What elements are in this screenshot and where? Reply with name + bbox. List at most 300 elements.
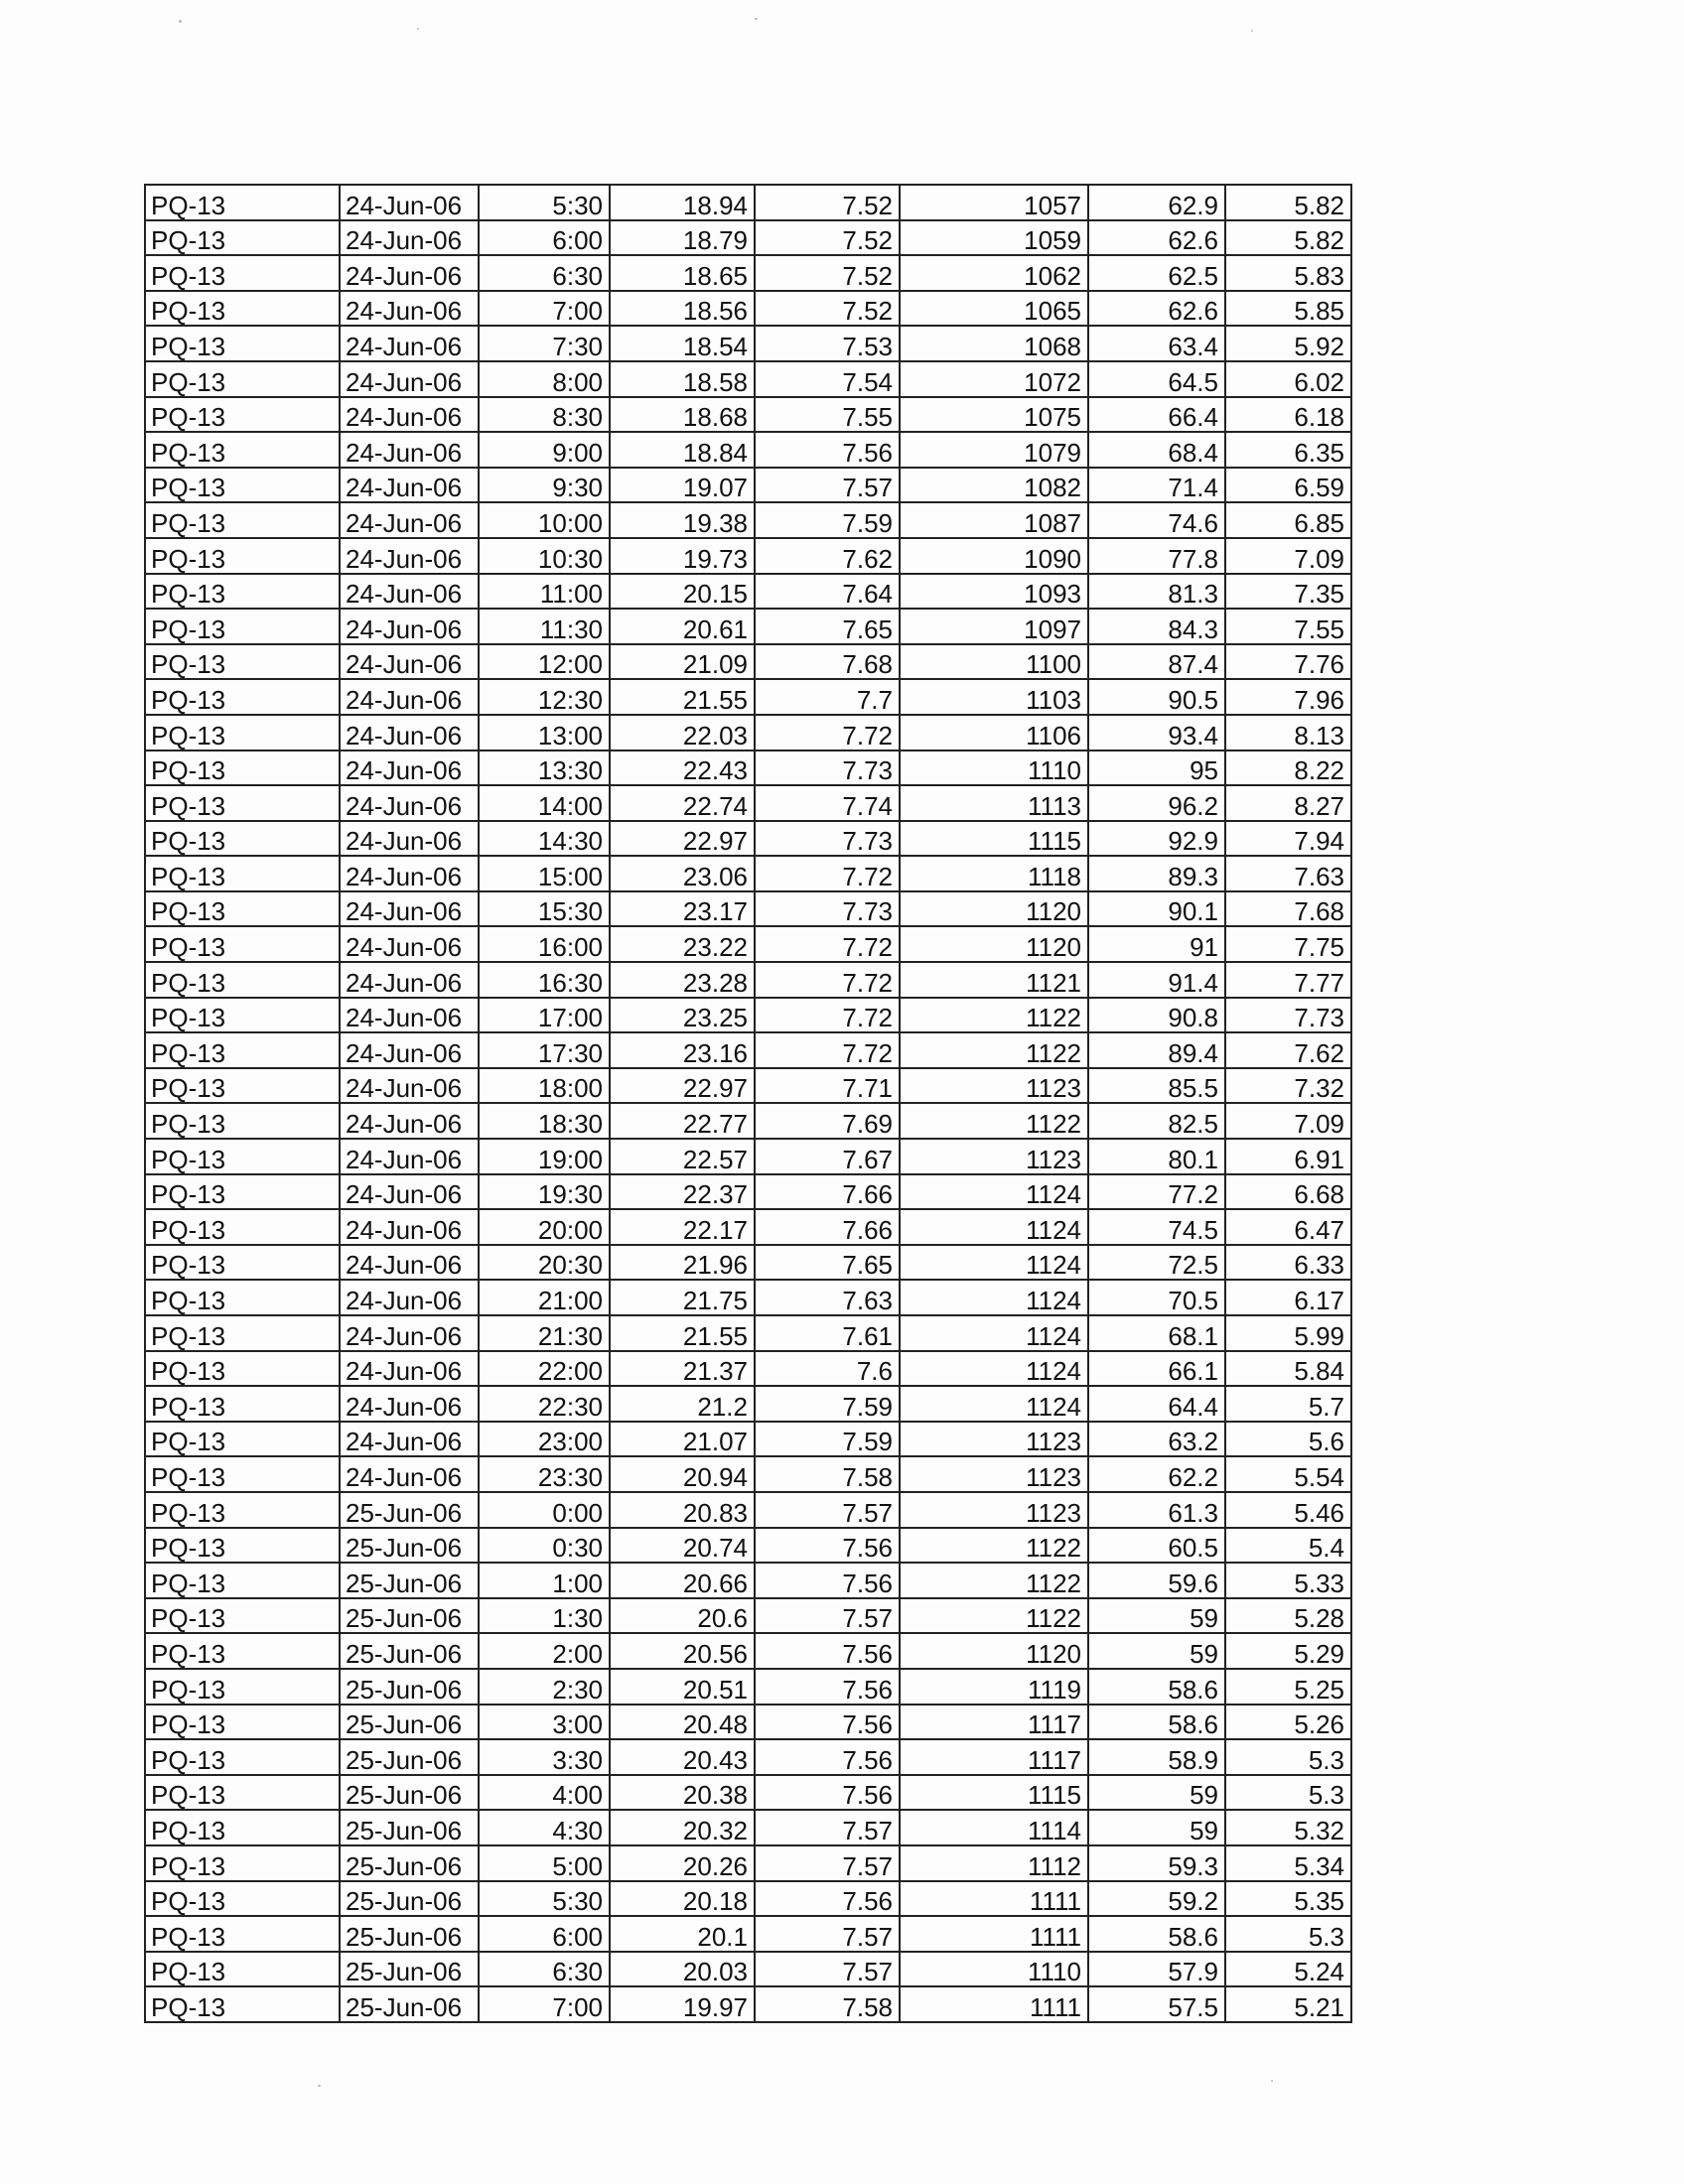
site-cell: PQ-13 — [145, 998, 340, 1033]
time-cell: 15:30 — [479, 891, 610, 927]
table-row — [145, 962, 1351, 998]
time-cell: 17:30 — [479, 1032, 610, 1068]
time-cell: 15:00 — [479, 856, 610, 891]
do-concentration-cell: 7.75 — [1225, 926, 1351, 962]
do-concentration-cell: 5.4 — [1225, 1528, 1351, 1564]
date-cell: 24-Jun-06 — [340, 220, 479, 256]
temperature-cell: 20.74 — [610, 1528, 755, 1564]
date-cell: 24-Jun-06 — [340, 962, 479, 998]
table-row — [145, 1598, 1351, 1634]
temperature-cell: 21.96 — [610, 1245, 755, 1281]
do-concentration-cell: 7.96 — [1225, 679, 1351, 715]
site-cell: PQ-13 — [145, 1986, 340, 2022]
date-cell: 24-Jun-06 — [340, 856, 479, 891]
conductivity-cell: 1114 — [900, 1810, 1088, 1845]
ph-cell: 7.72 — [755, 856, 900, 891]
temperature-cell: 20.56 — [610, 1633, 755, 1669]
temperature-cell: 23.16 — [610, 1032, 755, 1068]
do-concentration-cell: 6.68 — [1225, 1174, 1351, 1210]
site-cell: PQ-13 — [145, 326, 340, 361]
conductivity-cell: 1093 — [900, 574, 1088, 610]
site-cell: PQ-13 — [145, 821, 340, 857]
time-cell: 11:30 — [479, 609, 610, 644]
site-cell: PQ-13 — [145, 220, 340, 256]
do-concentration-cell: 7.55 — [1225, 609, 1351, 644]
do-concentration-cell: 5.3 — [1225, 1739, 1351, 1775]
date-cell: 24-Jun-06 — [340, 1315, 479, 1351]
temperature-cell: 21.07 — [610, 1422, 755, 1457]
date-cell: 24-Jun-06 — [340, 1103, 479, 1139]
time-cell: 16:00 — [479, 926, 610, 962]
date-cell: 25-Jun-06 — [340, 1669, 479, 1705]
do-concentration-cell: 5.99 — [1225, 1315, 1351, 1351]
conductivity-cell: 1100 — [900, 644, 1088, 680]
ph-cell: 7.66 — [755, 1174, 900, 1210]
do-saturation-cell: 58.9 — [1088, 1739, 1225, 1775]
conductivity-cell: 1117 — [900, 1705, 1088, 1740]
ph-cell: 7.58 — [755, 1986, 900, 2022]
table-row — [145, 998, 1351, 1033]
table-row — [145, 1174, 1351, 1210]
site-cell: PQ-13 — [145, 926, 340, 962]
site-cell: PQ-13 — [145, 679, 340, 715]
time-cell: 0:30 — [479, 1528, 610, 1564]
temperature-cell: 19.73 — [610, 538, 755, 574]
do-saturation-cell: 62.5 — [1088, 255, 1225, 291]
temperature-cell: 21.55 — [610, 679, 755, 715]
site-cell: PQ-13 — [145, 715, 340, 751]
temperature-cell: 20.94 — [610, 1456, 755, 1492]
ph-cell: 7.72 — [755, 926, 900, 962]
ph-cell: 7.69 — [755, 1103, 900, 1139]
date-cell: 24-Jun-06 — [340, 185, 479, 220]
conductivity-cell: 1111 — [900, 1986, 1088, 2022]
do-saturation-cell: 81.3 — [1088, 574, 1225, 610]
date-cell: 24-Jun-06 — [340, 397, 479, 433]
ph-cell: 7.56 — [755, 432, 900, 468]
table-row — [145, 361, 1351, 397]
conductivity-cell: 1122 — [900, 1598, 1088, 1634]
do-saturation-cell: 60.5 — [1088, 1528, 1225, 1564]
do-saturation-cell: 72.5 — [1088, 1245, 1225, 1281]
do-saturation-cell: 95 — [1088, 751, 1225, 786]
temperature-cell: 22.97 — [610, 1068, 755, 1104]
site-cell: PQ-13 — [145, 1422, 340, 1457]
date-cell: 24-Jun-06 — [340, 1456, 479, 1492]
date-cell: 24-Jun-06 — [340, 821, 479, 857]
ph-cell: 7.73 — [755, 751, 900, 786]
table-row — [145, 1845, 1351, 1881]
table-row — [145, 502, 1351, 538]
conductivity-cell: 1117 — [900, 1739, 1088, 1775]
scan-speck — [755, 18, 758, 20]
do-concentration-cell: 5.32 — [1225, 1810, 1351, 1845]
ph-cell: 7.57 — [755, 1845, 900, 1881]
temperature-cell: 18.58 — [610, 361, 755, 397]
temperature-cell: 20.03 — [610, 1952, 755, 1987]
table-row — [145, 291, 1351, 327]
table-row — [145, 891, 1351, 927]
date-cell: 25-Jun-06 — [340, 1705, 479, 1740]
do-saturation-cell: 77.8 — [1088, 538, 1225, 574]
temperature-cell: 21.75 — [610, 1280, 755, 1315]
ph-cell: 7.53 — [755, 326, 900, 361]
site-cell: PQ-13 — [145, 255, 340, 291]
site-cell: PQ-13 — [145, 1952, 340, 1987]
do-concentration-cell: 8.27 — [1225, 785, 1351, 821]
table-row — [145, 1068, 1351, 1104]
site-cell: PQ-13 — [145, 1032, 340, 1068]
table-row — [145, 1952, 1351, 1987]
temperature-cell: 22.03 — [610, 715, 755, 751]
table-row — [145, 751, 1351, 786]
temperature-cell: 20.18 — [610, 1881, 755, 1917]
temperature-cell: 18.94 — [610, 185, 755, 220]
do-saturation-cell: 59 — [1088, 1775, 1225, 1811]
do-saturation-cell: 59 — [1088, 1810, 1225, 1845]
site-cell: PQ-13 — [145, 1739, 340, 1775]
do-saturation-cell: 58.6 — [1088, 1916, 1225, 1952]
do-saturation-cell: 90.5 — [1088, 679, 1225, 715]
temperature-cell: 22.97 — [610, 821, 755, 857]
site-cell: PQ-13 — [145, 1174, 340, 1210]
conductivity-cell: 1112 — [900, 1845, 1088, 1881]
time-cell: 11:00 — [479, 574, 610, 610]
temperature-cell: 20.1 — [610, 1916, 755, 1952]
do-saturation-cell: 64.5 — [1088, 361, 1225, 397]
temperature-cell: 22.77 — [610, 1103, 755, 1139]
table-row — [145, 1916, 1351, 1952]
ph-cell: 7.56 — [755, 1669, 900, 1705]
temperature-cell: 19.38 — [610, 502, 755, 538]
date-cell: 24-Jun-06 — [340, 1209, 479, 1245]
table-row — [145, 1810, 1351, 1845]
time-cell: 12:30 — [479, 679, 610, 715]
temperature-cell: 21.37 — [610, 1351, 755, 1387]
do-concentration-cell: 5.29 — [1225, 1633, 1351, 1669]
time-cell: 18:30 — [479, 1103, 610, 1139]
do-concentration-cell: 6.59 — [1225, 468, 1351, 503]
do-saturation-cell: 59.3 — [1088, 1845, 1225, 1881]
date-cell: 24-Jun-06 — [340, 468, 479, 503]
do-saturation-cell: 57.5 — [1088, 1986, 1225, 2022]
date-cell: 24-Jun-06 — [340, 1245, 479, 1281]
temperature-cell: 23.06 — [610, 856, 755, 891]
do-concentration-cell: 7.68 — [1225, 891, 1351, 927]
do-saturation-cell: 63.4 — [1088, 326, 1225, 361]
date-cell: 25-Jun-06 — [340, 1986, 479, 2022]
time-cell: 7:00 — [479, 1986, 610, 2022]
do-saturation-cell: 84.3 — [1088, 609, 1225, 644]
conductivity-cell: 1124 — [900, 1245, 1088, 1281]
conductivity-cell: 1075 — [900, 397, 1088, 433]
temperature-cell: 18.79 — [610, 220, 755, 256]
site-cell: PQ-13 — [145, 1669, 340, 1705]
table-row — [145, 255, 1351, 291]
conductivity-cell: 1087 — [900, 502, 1088, 538]
site-cell: PQ-13 — [145, 1563, 340, 1598]
date-cell: 24-Jun-06 — [340, 1068, 479, 1104]
do-saturation-cell: 66.1 — [1088, 1351, 1225, 1387]
time-cell: 19:00 — [479, 1139, 610, 1174]
time-cell: 16:30 — [479, 962, 610, 998]
time-cell: 4:30 — [479, 1810, 610, 1845]
site-cell: PQ-13 — [145, 962, 340, 998]
ph-cell: 7.59 — [755, 502, 900, 538]
conductivity-cell: 1111 — [900, 1881, 1088, 1917]
do-concentration-cell: 5.46 — [1225, 1492, 1351, 1528]
do-concentration-cell: 7.94 — [1225, 821, 1351, 857]
date-cell: 25-Jun-06 — [340, 1775, 479, 1811]
do-concentration-cell: 7.73 — [1225, 998, 1351, 1033]
date-cell: 24-Jun-06 — [340, 1422, 479, 1457]
time-cell: 7:00 — [479, 291, 610, 327]
temperature-cell: 23.28 — [610, 962, 755, 998]
temperature-cell: 23.17 — [610, 891, 755, 927]
do-concentration-cell: 5.82 — [1225, 185, 1351, 220]
temperature-cell: 19.97 — [610, 1986, 755, 2022]
conductivity-cell: 1097 — [900, 609, 1088, 644]
time-cell: 23:00 — [479, 1422, 610, 1457]
do-saturation-cell: 82.5 — [1088, 1103, 1225, 1139]
do-concentration-cell: 7.32 — [1225, 1068, 1351, 1104]
temperature-cell: 18.84 — [610, 432, 755, 468]
table-row — [145, 679, 1351, 715]
ph-cell: 7.73 — [755, 891, 900, 927]
ph-cell: 7.56 — [755, 1739, 900, 1775]
site-cell: PQ-13 — [145, 1916, 340, 1952]
table-row — [145, 821, 1351, 857]
date-cell: 24-Jun-06 — [340, 751, 479, 786]
date-cell: 24-Jun-06 — [340, 1280, 479, 1315]
temperature-cell: 20.48 — [610, 1705, 755, 1740]
do-saturation-cell: 92.9 — [1088, 821, 1225, 857]
time-cell: 9:30 — [479, 468, 610, 503]
time-cell: 18:00 — [479, 1068, 610, 1104]
ph-cell: 7.58 — [755, 1456, 900, 1492]
do-saturation-cell: 59.6 — [1088, 1563, 1225, 1598]
conductivity-cell: 1057 — [900, 185, 1088, 220]
ph-cell: 7.72 — [755, 715, 900, 751]
temperature-cell: 20.83 — [610, 1492, 755, 1528]
date-cell: 24-Jun-06 — [340, 432, 479, 468]
ph-cell: 7.72 — [755, 998, 900, 1033]
time-cell: 4:00 — [479, 1775, 610, 1811]
conductivity-cell: 1122 — [900, 1528, 1088, 1564]
ph-cell: 7.61 — [755, 1315, 900, 1351]
conductivity-cell: 1122 — [900, 1563, 1088, 1598]
table-row — [145, 1315, 1351, 1351]
ph-cell: 7.67 — [755, 1139, 900, 1174]
do-concentration-cell: 7.09 — [1225, 1103, 1351, 1139]
time-cell: 7:30 — [479, 326, 610, 361]
conductivity-cell: 1122 — [900, 1103, 1088, 1139]
ph-cell: 7.56 — [755, 1775, 900, 1811]
do-saturation-cell: 58.6 — [1088, 1669, 1225, 1705]
table-row — [145, 1775, 1351, 1811]
ph-cell: 7.6 — [755, 1351, 900, 1387]
ph-cell: 7.65 — [755, 609, 900, 644]
ph-cell: 7.56 — [755, 1881, 900, 1917]
conductivity-cell: 1068 — [900, 326, 1088, 361]
site-cell: PQ-13 — [145, 1598, 340, 1634]
conductivity-cell: 1115 — [900, 821, 1088, 857]
do-saturation-cell: 62.2 — [1088, 1456, 1225, 1492]
do-concentration-cell: 5.25 — [1225, 1669, 1351, 1705]
site-cell: PQ-13 — [145, 468, 340, 503]
site-cell: PQ-13 — [145, 1351, 340, 1387]
date-cell: 24-Jun-06 — [340, 1351, 479, 1387]
conductivity-cell: 1123 — [900, 1456, 1088, 1492]
date-cell: 24-Jun-06 — [340, 926, 479, 962]
conductivity-cell: 1124 — [900, 1351, 1088, 1387]
conductivity-cell: 1110 — [900, 1952, 1088, 1987]
table-row — [145, 1669, 1351, 1705]
table-row — [145, 1386, 1351, 1422]
date-cell: 25-Jun-06 — [340, 1845, 479, 1881]
do-concentration-cell: 7.62 — [1225, 1032, 1351, 1068]
time-cell: 6:00 — [479, 220, 610, 256]
time-cell: 5:30 — [479, 185, 610, 220]
do-saturation-cell: 91 — [1088, 926, 1225, 962]
do-concentration-cell: 5.6 — [1225, 1422, 1351, 1457]
site-cell: PQ-13 — [145, 1633, 340, 1669]
table-row — [145, 574, 1351, 610]
conductivity-cell: 1123 — [900, 1068, 1088, 1104]
conductivity-cell: 1122 — [900, 1032, 1088, 1068]
scan-speck — [417, 28, 419, 30]
do-saturation-cell: 68.4 — [1088, 432, 1225, 468]
do-concentration-cell: 7.77 — [1225, 962, 1351, 998]
site-cell: PQ-13 — [145, 502, 340, 538]
time-cell: 20:00 — [479, 1209, 610, 1245]
do-concentration-cell: 5.54 — [1225, 1456, 1351, 1492]
conductivity-cell: 1124 — [900, 1174, 1088, 1210]
temperature-cell: 22.57 — [610, 1139, 755, 1174]
ph-cell: 7.56 — [755, 1528, 900, 1564]
do-saturation-cell: 62.9 — [1088, 185, 1225, 220]
do-saturation-cell: 96.2 — [1088, 785, 1225, 821]
do-concentration-cell: 6.85 — [1225, 502, 1351, 538]
conductivity-cell: 1123 — [900, 1492, 1088, 1528]
conductivity-cell: 1072 — [900, 361, 1088, 397]
do-concentration-cell: 6.33 — [1225, 1245, 1351, 1281]
site-cell: PQ-13 — [145, 751, 340, 786]
do-concentration-cell: 5.35 — [1225, 1881, 1351, 1917]
table-row — [145, 538, 1351, 574]
time-cell: 13:30 — [479, 751, 610, 786]
site-cell: PQ-13 — [145, 856, 340, 891]
do-concentration-cell: 8.22 — [1225, 751, 1351, 786]
do-saturation-cell: 59 — [1088, 1633, 1225, 1669]
table-row — [145, 1245, 1351, 1281]
table-row — [145, 185, 1351, 220]
date-cell: 24-Jun-06 — [340, 785, 479, 821]
temperature-cell: 23.25 — [610, 998, 755, 1033]
date-cell: 24-Jun-06 — [340, 715, 479, 751]
time-cell: 5:30 — [479, 1881, 610, 1917]
time-cell: 14:30 — [479, 821, 610, 857]
time-cell: 14:00 — [479, 785, 610, 821]
ph-cell: 7.68 — [755, 644, 900, 680]
site-cell: PQ-13 — [145, 1280, 340, 1315]
site-cell: PQ-13 — [145, 432, 340, 468]
time-cell: 8:00 — [479, 361, 610, 397]
do-concentration-cell: 5.34 — [1225, 1845, 1351, 1881]
ph-cell: 7.71 — [755, 1068, 900, 1104]
site-cell: PQ-13 — [145, 538, 340, 574]
scan-speck — [1271, 2080, 1273, 2082]
table-row — [145, 1422, 1351, 1457]
date-cell: 24-Jun-06 — [340, 326, 479, 361]
conductivity-cell: 1103 — [900, 679, 1088, 715]
ph-cell: 7.57 — [755, 1598, 900, 1634]
temperature-cell: 20.61 — [610, 609, 755, 644]
site-cell: PQ-13 — [145, 185, 340, 220]
temperature-cell: 20.15 — [610, 574, 755, 610]
table-row — [145, 1456, 1351, 1492]
do-concentration-cell: 5.85 — [1225, 291, 1351, 327]
do-saturation-cell: 85.5 — [1088, 1068, 1225, 1104]
ph-cell: 7.64 — [755, 574, 900, 610]
conductivity-cell: 1123 — [900, 1139, 1088, 1174]
data-table — [144, 184, 1352, 2023]
ph-cell: 7.74 — [755, 785, 900, 821]
table-row — [145, 1986, 1351, 2022]
ph-cell: 7.54 — [755, 361, 900, 397]
do-saturation-cell: 87.4 — [1088, 644, 1225, 680]
temperature-cell: 23.22 — [610, 926, 755, 962]
table-row — [145, 1492, 1351, 1528]
ph-cell: 7.57 — [755, 1492, 900, 1528]
site-cell: PQ-13 — [145, 1705, 340, 1740]
do-saturation-cell: 64.4 — [1088, 1386, 1225, 1422]
do-saturation-cell: 61.3 — [1088, 1492, 1225, 1528]
conductivity-cell: 1123 — [900, 1422, 1088, 1457]
temperature-cell: 22.37 — [610, 1174, 755, 1210]
time-cell: 6:30 — [479, 1952, 610, 1987]
time-cell: 21:00 — [479, 1280, 610, 1315]
date-cell: 25-Jun-06 — [340, 1598, 479, 1634]
date-cell: 25-Jun-06 — [340, 1492, 479, 1528]
temperature-cell: 20.51 — [610, 1669, 755, 1705]
table-row — [145, 397, 1351, 433]
conductivity-cell: 1119 — [900, 1669, 1088, 1705]
do-concentration-cell: 5.92 — [1225, 326, 1351, 361]
do-saturation-cell: 63.2 — [1088, 1422, 1225, 1457]
do-concentration-cell: 5.26 — [1225, 1705, 1351, 1740]
ph-cell: 7.57 — [755, 1952, 900, 1987]
temperature-cell: 18.56 — [610, 291, 755, 327]
date-cell: 24-Jun-06 — [340, 1386, 479, 1422]
time-cell: 0:00 — [479, 1492, 610, 1528]
scan-speck — [1251, 30, 1253, 32]
table-row — [145, 856, 1351, 891]
do-concentration-cell: 5.28 — [1225, 1598, 1351, 1634]
do-concentration-cell: 5.84 — [1225, 1351, 1351, 1387]
date-cell: 25-Jun-06 — [340, 1881, 479, 1917]
site-cell: PQ-13 — [145, 1386, 340, 1422]
conductivity-cell: 1082 — [900, 468, 1088, 503]
do-concentration-cell: 5.21 — [1225, 1986, 1351, 2022]
do-saturation-cell: 89.4 — [1088, 1032, 1225, 1068]
do-concentration-cell: 6.02 — [1225, 361, 1351, 397]
conductivity-cell: 1079 — [900, 432, 1088, 468]
conductivity-cell: 1122 — [900, 998, 1088, 1033]
time-cell: 2:30 — [479, 1669, 610, 1705]
temperature-cell: 20.32 — [610, 1810, 755, 1845]
conductivity-cell: 1113 — [900, 785, 1088, 821]
